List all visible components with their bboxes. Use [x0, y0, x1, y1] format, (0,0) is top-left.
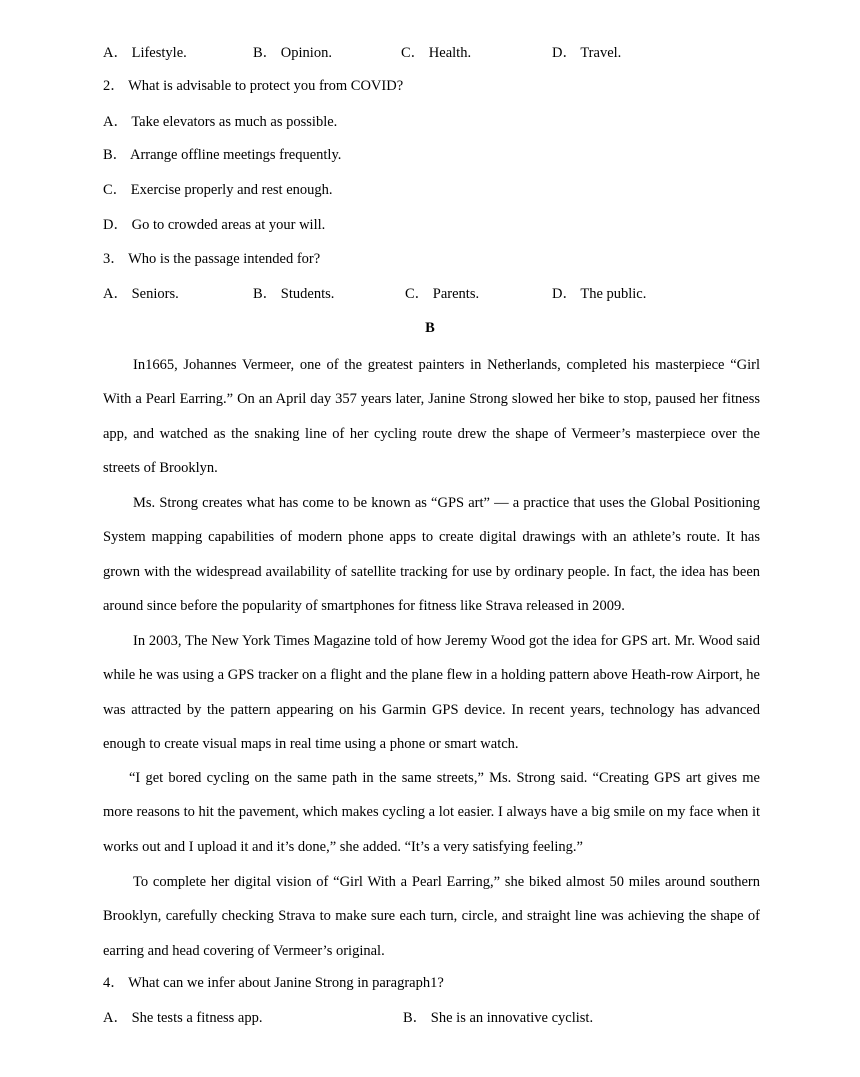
q3-option-a: A． Seniors. — [103, 286, 179, 302]
passage-paragraph-1: In1665, Johannes Vermeer, one of the greatest painters in Netherlands, completed his masterpiece “Girl With a Pearl Earring.” On an April day 357 years later, Janine Strong slowed her bike to stop, paused her fitness app, and watched as the snaking line of her cycling route drew the shape of Vermeer’s masterpiece over the streets of Brooklyn. — [103, 357, 760, 477]
passage-paragraph-5: To complete her digital vision of “Girl With a Pearl Earring,” she biked almost 50 miles around southern Brooklyn, carefully checking Strava to make sure each turn, circle, and straight line was achieving the shape of earring and head covering of Vermeer’s original. — [103, 874, 760, 959]
q1-option-d: D． Travel. — [552, 45, 622, 61]
q2-option-a: A． Take elevators as much as possible. — [103, 114, 338, 130]
q2-stem: 2． What is advisable to protect you from COVID? — [103, 78, 404, 94]
passage-paragraph-4: “I get bored cycling on the same path in the same streets,” Ms. Strong said. “Creating GPS art gives me more reasons to hit the pavement, which makes cycling a lot easier. I always have a big smile on my face when it works out and I upload it and it’s done,” she added. “It’s a very satisfying feeling.” — [103, 770, 760, 855]
q3-option-b: B． Students. — [253, 286, 335, 302]
q4-option-a: A． She tests a fitness app. — [103, 1010, 263, 1026]
q2-option-c: C． Exercise properly and rest enough. — [103, 182, 333, 198]
q1-option-b: B． Opinion. — [253, 45, 332, 61]
q2-option-d: D． Go to crowded areas at your will. — [103, 217, 326, 233]
q2-option-b: B． Arrange offline meetings frequently. — [103, 147, 342, 163]
q3-stem: 3． Who is the passage intended for? — [103, 251, 321, 267]
q3-option-d: D． The public. — [552, 286, 647, 302]
passage-paragraph-3: In 2003, The New York Times Magazine told of how Jeremy Wood got the idea for GPS art. Mr. Wood said while he was using a GPS tracker on a flight and the plane flew in a holding pattern above Heath-row Airport, he was attracted by the pattern appearing on his Garmin GPS device. In recent years, technology has advanced enough to create visual maps in real time using a phone or smart watch. — [103, 633, 760, 753]
q1-option-c: C． Health. — [401, 45, 472, 61]
passage-paragraph-2: Ms. Strong creates what has come to be known as “GPS art” — a practice that uses the Global Positioning System mapping capabilities of modern phone apps to create digital drawings with an athlete’s route. It has grown with the widespread availability of satellite tracking for use by ordinary people. In fact, the idea has been around since before the popularity of smartphones for fitness like Strava released in 2009. — [103, 495, 760, 615]
q3-option-c: C． Parents. — [405, 286, 480, 302]
section-title: B — [425, 320, 435, 336]
q4-option-b: B． She is an innovative cyclist. — [403, 1010, 594, 1026]
q4-stem: 4． What can we infer about Janine Strong in paragraph1? — [103, 975, 444, 991]
q1-option-a: A． Lifestyle. — [103, 45, 187, 61]
